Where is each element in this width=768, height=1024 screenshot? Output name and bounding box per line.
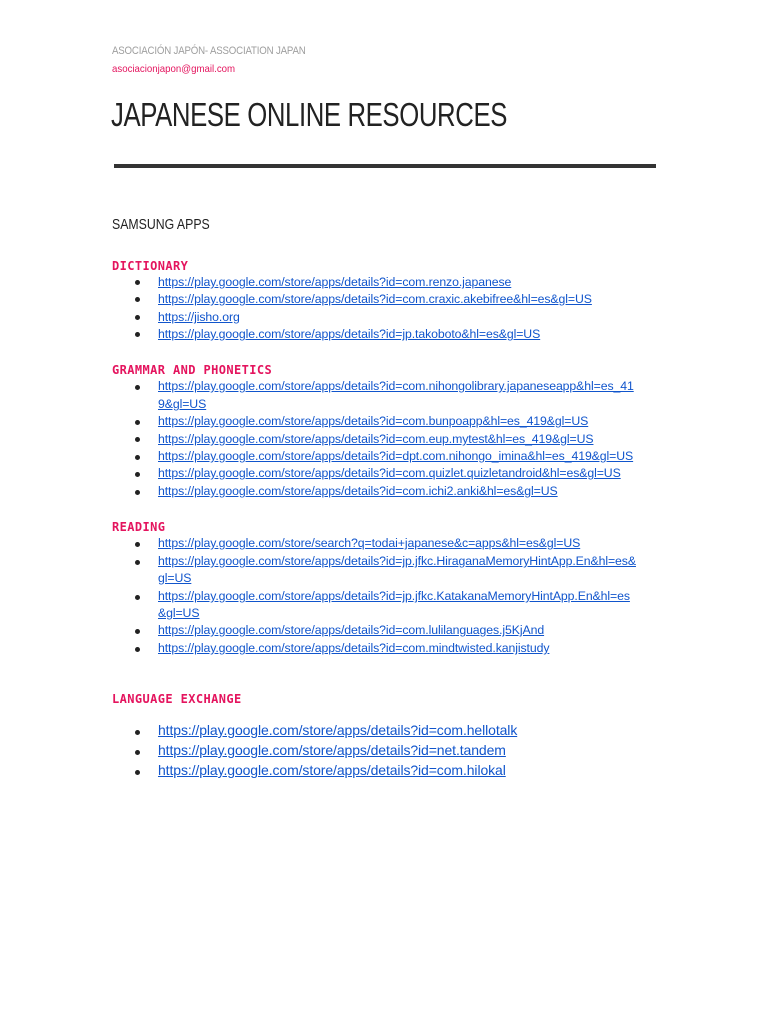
link-dictionary-4[interactable]: https://play.google.com/store/apps/details?id=jp.takoboto&hl=es&gl=US: [158, 327, 541, 341]
bullet-icon: [135, 595, 140, 600]
bullet-icon: [135, 750, 140, 755]
link-reading-4[interactable]: https://play.google.com/store/apps/details?id=com.lulilanguages.j5KjAnd: [158, 623, 545, 637]
bullet-icon: [135, 647, 140, 652]
heading-reading: READING: [112, 520, 166, 534]
link-exchange-1[interactable]: https://play.google.com/store/apps/details?id=com.hellotalk: [158, 722, 518, 738]
bullet-icon: [135, 490, 140, 495]
title-divider: [114, 164, 656, 168]
page-title: JAPANESE ONLINE RESOURCES: [111, 96, 507, 133]
organization-name: ASOCIACIÓN JAPÓN- ASSOCIATION JAPAN: [112, 45, 306, 57]
bullet-icon: [135, 730, 140, 735]
heading-exchange: LANGUAGE EXCHANGE: [112, 692, 242, 706]
bullet-icon: [135, 455, 140, 460]
link-reading-5[interactable]: https://play.google.com/store/apps/details?id=com.mindtwisted.kanjistudy: [158, 641, 550, 655]
link-grammar-1[interactable]: https://play.google.com/store/apps/details?id=com.nihongolibrary.japaneseapp&hl=es_41: [158, 379, 634, 393]
section-title: SAMSUNG APPS: [112, 216, 210, 233]
link-reading-3-cont[interactable]: &gl=US: [158, 606, 200, 620]
link-grammar-1-cont[interactable]: 9&gl=US: [158, 397, 207, 411]
bullet-icon: [135, 437, 140, 442]
link-reading-2-cont[interactable]: gl=US: [158, 571, 192, 585]
bullet-icon: [135, 385, 140, 390]
link-reading-3[interactable]: https://play.google.com/store/apps/details?id=jp.jfkc.KatakanaMemoryHintApp.En&hl=es: [158, 589, 630, 603]
link-grammar-3[interactable]: https://play.google.com/store/apps/details?id=com.eup.mytest&hl=es_419&gl=US: [158, 432, 594, 446]
bullet-icon: [135, 472, 140, 477]
link-grammar-6[interactable]: https://play.google.com/store/apps/details?id=com.ichi2.anki&hl=es&gl=US: [158, 484, 558, 498]
contact-email[interactable]: asociacionjapon@gmail.com: [112, 63, 236, 75]
link-reading-1[interactable]: https://play.google.com/store/search?q=todai+japanese&c=apps&hl=es&gl=US: [158, 536, 581, 550]
link-dictionary-3[interactable]: https://jisho.org: [158, 310, 240, 324]
bullet-icon: [135, 629, 140, 634]
link-dictionary-1[interactable]: https://play.google.com/store/apps/details?id=com.renzo.japanese: [158, 275, 512, 289]
bullet-icon: [135, 297, 140, 302]
link-dictionary-2[interactable]: https://play.google.com/store/apps/details?id=com.craxic.akebifree&hl=es&gl=US: [158, 292, 592, 306]
bullet-icon: [135, 560, 140, 565]
heading-dictionary: DICTIONARY: [112, 259, 189, 273]
link-grammar-5[interactable]: https://play.google.com/store/apps/details?id=com.quizlet.quizletandroid&hl=es&gl=US: [158, 466, 621, 480]
link-exchange-3[interactable]: https://play.google.com/store/apps/details?id=com.hilokal: [158, 762, 506, 778]
link-grammar-2[interactable]: https://play.google.com/store/apps/details?id=com.bunpoapp&hl=es_419&gl=US: [158, 414, 589, 428]
link-reading-2[interactable]: https://play.google.com/store/apps/details?id=jp.jfkc.HiraganaMemoryHintApp.En&hl=es&: [158, 554, 636, 568]
bullet-icon: [135, 280, 140, 285]
link-grammar-4[interactable]: https://play.google.com/store/apps/details?id=dpt.com.nihongo_imina&hl=es_419&gl=US: [158, 449, 634, 463]
bullet-icon: [135, 332, 140, 337]
bullet-icon: [135, 315, 140, 320]
bullet-icon: [135, 542, 140, 547]
link-exchange-2[interactable]: https://play.google.com/store/apps/details?id=net.tandem: [158, 742, 506, 758]
bullet-icon: [135, 420, 140, 425]
bullet-icon: [135, 770, 140, 775]
heading-grammar: GRAMMAR AND PHONETICS: [112, 363, 273, 377]
